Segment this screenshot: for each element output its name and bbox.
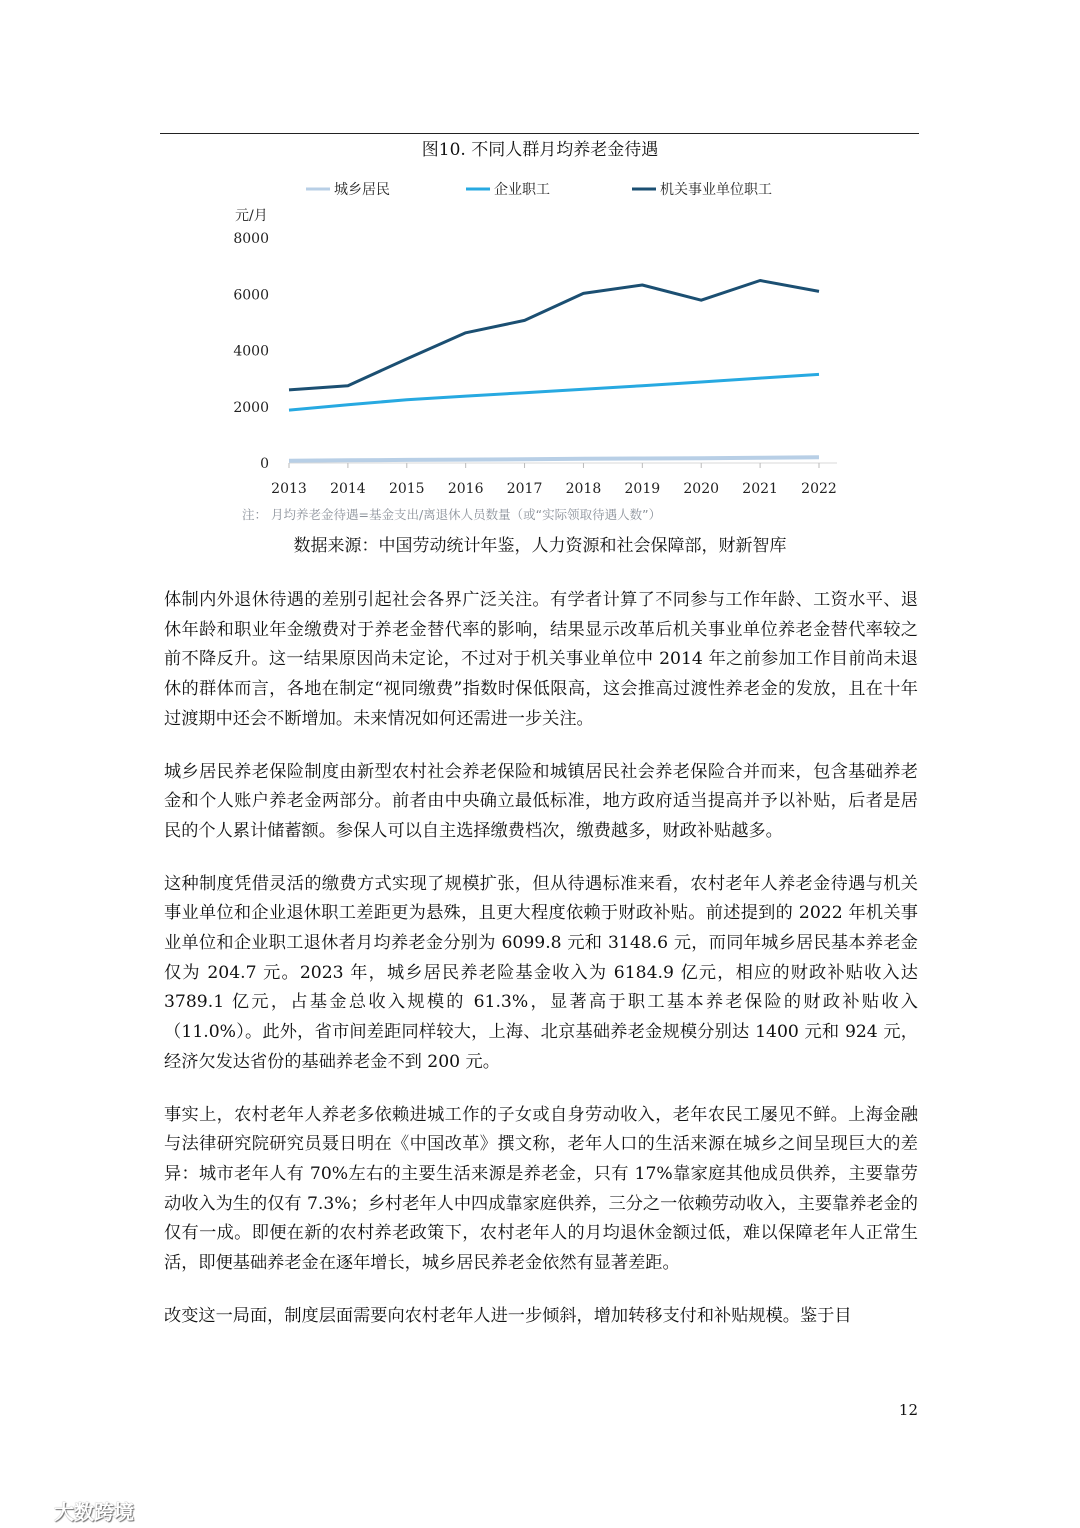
chart-series — [289, 281, 819, 461]
x-tick-label: 2020 — [683, 481, 720, 497]
y-axis-label: 元/月 — [235, 208, 268, 224]
x-tick-label: 2017 — [506, 481, 543, 497]
watermark — [10, 1496, 134, 1525]
figure-note: 注： 月均养老金待遇=基金支出/离退休人员数量（或“实际领取待遇人数”） — [242, 507, 662, 522]
legend-label: 企业职工 — [494, 182, 550, 198]
body-text — [164, 586, 918, 1354]
y-tick-label: 2000 — [233, 399, 269, 416]
paragraph: 事实上，农村老年人养老多依赖进城工作的子女或自身劳动收入，老年农民工屡见不鲜。上海金融与法律研究院研究员聂日明在《中国改革》撰文称，老年人口的生活来源在城乡之间呈现巨大的差异：城市老年人有 70%左右的主要生活来源是养老金，只有 17%靠家庭其他成员供养，主要靠劳动收入为生的仅有 7.3%；乡村老年人中四成靠家庭供养，三分之一依赖劳动收入，主要靠养老金的仅有一成。即便在新的农村养老政策下，农村老年人的月均退休金额过低，难以保障老年人正常生活，即便基础养老金在逐年增长，城乡居民养老金依然有显著差距。 — [164, 1104, 918, 1274]
chart-legend — [306, 181, 772, 198]
legend-label: 城乡居民 — [334, 182, 390, 198]
x-tick-label: 2016 — [447, 481, 484, 497]
series-line-2 — [289, 374, 819, 410]
x-tick-label: 2018 — [565, 481, 602, 497]
x-tick-label: 2022 — [801, 481, 837, 497]
paragraph: 体制内外退休待遇的差别引起社会各界广泛关注。有学者计算了不同参与工作年龄、工资水平、退休年龄和职业年金缴费对于养老金替代率的影响，结果显示改革后机关事业单位养老金替代率较之前不降反升。这一结果原因尚未定论，不过对于机关事业单位中 2014 年之前参加工作目前尚未退休的群体而言，各地在制定“视同缴费”指数时保低限高，这会推高过渡性养老金的发放，且在十年过渡期中还会不断增加。未来情况如何还需进一步关注。 — [164, 590, 918, 729]
x-tick-label: 2015 — [388, 481, 425, 497]
page-number: 12 — [898, 1401, 918, 1419]
x-tick-label: 2021 — [742, 481, 778, 497]
y-tick-label: 0 — [260, 456, 269, 472]
paragraph: 城乡居民养老保险制度由新型农村社会养老保险和城镇居民社会养老保险合并而来，包含基础养老金和个人账户养老金两部分。前者由中央确立最低标准，地方政府适当提高并予以补贴，后者是居民的个人累计储蓄额。参保人可以自主选择缴费档次，缴费越多，财政补贴越多。 — [164, 761, 918, 841]
paragraph: 改变这一局面，制度层面需要向农村老年人进一步倾斜，增加转移支付和补贴规模。鉴于目 — [164, 1305, 852, 1326]
x-tick-label: 2014 — [330, 481, 366, 497]
watermark-text: 大数跨境 — [54, 1500, 134, 1524]
paragraph: 这种制度凭借灵活的缴费方式实现了规模扩张，但从待遇标准来看，农村老年人养老金待遇与机关事业单位和企业退休职工差距更为悬殊，且更大程度依赖于财政补贴。前述提到的 2022 年机关事业单位和企业职工退休者月均养老金分别为 6099.8 元和 3148.6 元，而同年城乡居民基本养老金仅为 204.7 元。2023 年，城乡居民养老险基金收入为 6184.9 亿元，相应的财政补贴收入达 3789.1 亿元，占基金总收入规模的 61.3%，显著高于职工基本养老保险的财政补贴收入（11.0%）。此外，省市间差距同样较大，上海、北京基础养老金规模分别达 1400 元和 924 元，经济欠发达省份的基础养老金不到 200 元。 — [164, 873, 918, 1072]
y-tick-label: 8000 — [233, 231, 269, 247]
infinity-logo-icon — [10, 1501, 50, 1521]
y-tick-label: 4000 — [233, 343, 269, 360]
y-tick-label: 6000 — [233, 287, 269, 304]
x-tick-label: 2013 — [271, 481, 307, 497]
pension-line-chart — [0, 0, 1080, 520]
series-line-1 — [289, 457, 819, 461]
data-source: 数据来源：中国劳动统计年鉴，人力资源和社会保障部，财新智库 — [293, 536, 787, 556]
series-line-3 — [289, 281, 819, 390]
x-tick-label: 2019 — [624, 481, 661, 497]
figure-title: 图10. 不同人群月均养老金待遇 — [421, 140, 659, 160]
legend-label: 机关事业单位职工 — [660, 182, 772, 198]
